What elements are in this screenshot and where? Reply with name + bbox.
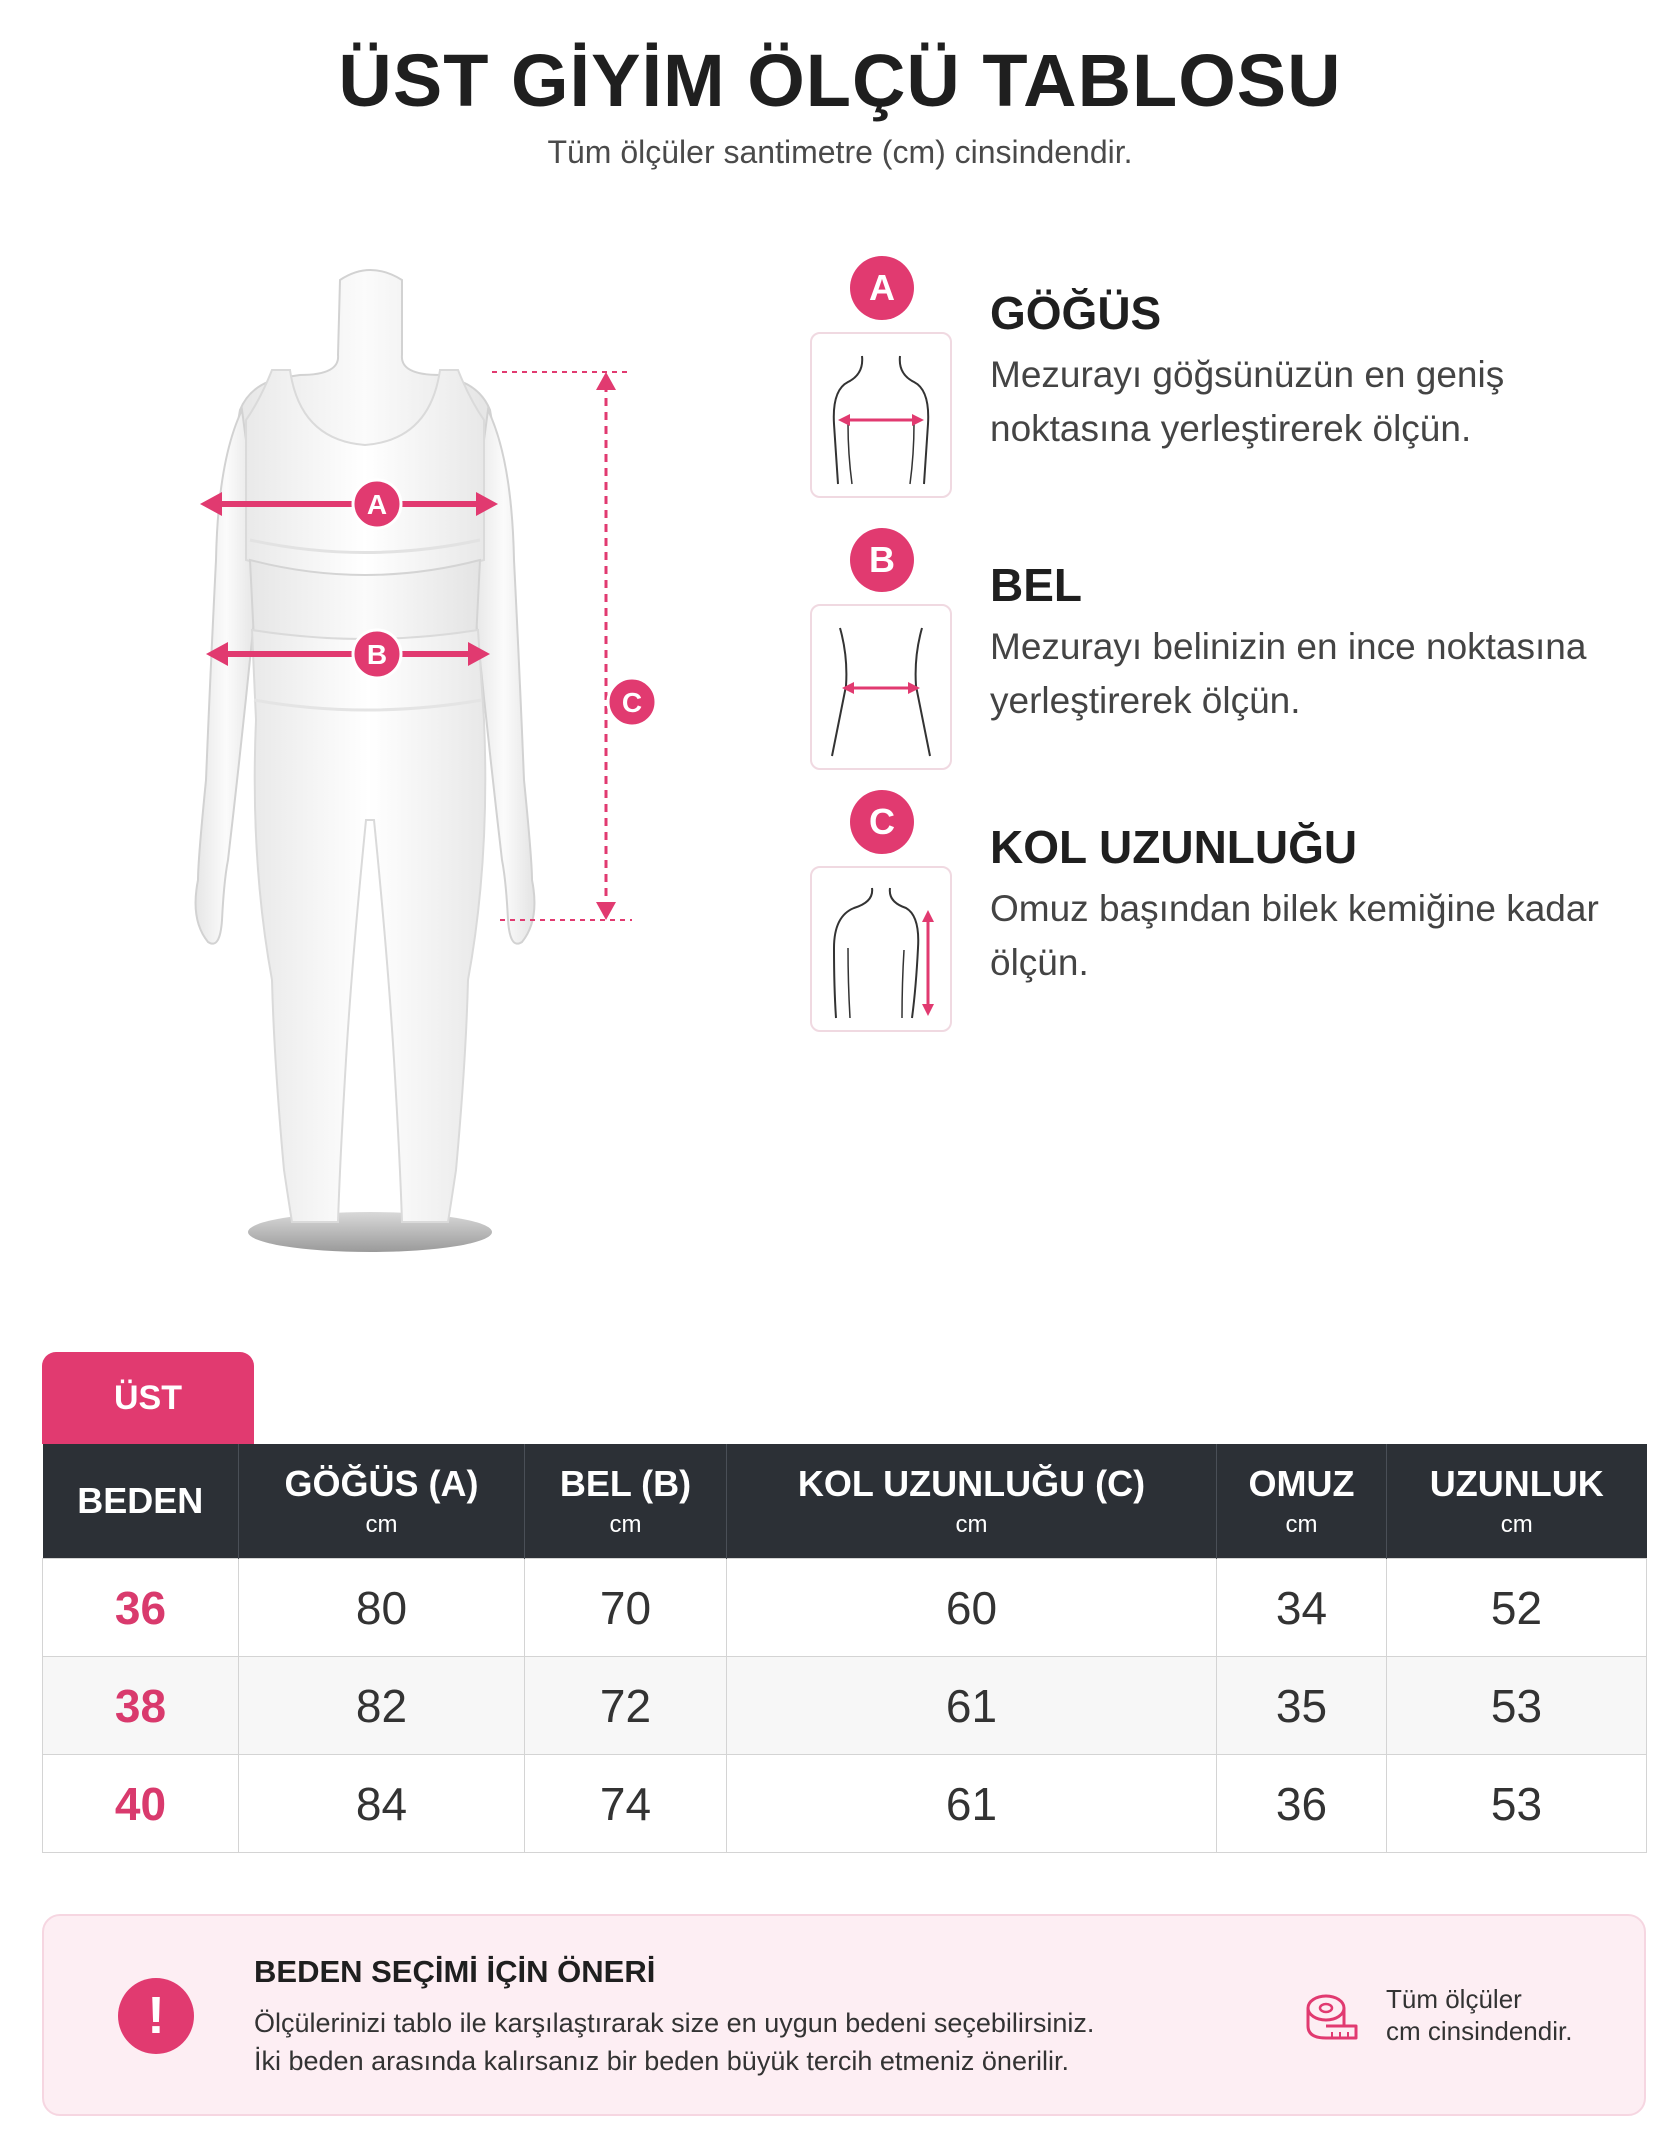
table-cell: 70 bbox=[525, 1559, 727, 1657]
size-advice-box bbox=[42, 1914, 1646, 2116]
legend-desc-chest: Mezurayı göğsünüzün en geniş noktasına yerleştirerek ölçün. bbox=[990, 354, 1505, 449]
column-unit: cm bbox=[1285, 1511, 1318, 1538]
alert-icon: ! bbox=[118, 1978, 194, 2054]
waist-measure-icon bbox=[810, 604, 952, 770]
legend-arm-length bbox=[810, 790, 1650, 1030]
table-cell: 74 bbox=[525, 1755, 727, 1853]
column-unit: cm bbox=[1500, 1511, 1533, 1538]
column-header-length: UZUNLUK cm bbox=[1387, 1444, 1647, 1559]
table-cell: 61 bbox=[727, 1657, 1217, 1755]
table-header-row bbox=[43, 1444, 1647, 1559]
page-title: ÜST GİYİM ÖLÇÜ TABLOSU bbox=[338, 39, 1342, 122]
marker-a: A bbox=[366, 489, 388, 520]
table-cell: 36 bbox=[1217, 1755, 1387, 1853]
measuring-tape-icon bbox=[1302, 1986, 1362, 2046]
legend-title-arm-length: KOL UZUNLUĞU bbox=[990, 821, 1358, 873]
table-row bbox=[43, 1657, 1647, 1755]
units-note-line-1: Tüm ölçüler bbox=[1386, 1984, 1522, 2014]
marker-b: B bbox=[366, 639, 388, 670]
table-cell: 60 bbox=[727, 1559, 1217, 1657]
size-cell: 40 bbox=[43, 1755, 239, 1853]
column-header-size: BEDEN bbox=[43, 1444, 239, 1559]
column-header-chest: GÖĞÜS (A) cm bbox=[239, 1444, 525, 1559]
legend-badge-b: B bbox=[850, 528, 914, 592]
table-cell: 53 bbox=[1387, 1755, 1647, 1853]
column-header-shoulder: OMUZ cm bbox=[1217, 1444, 1387, 1559]
legend-badge-c: C bbox=[850, 790, 914, 854]
size-table bbox=[42, 1444, 1647, 1853]
legend-title-waist: BEL bbox=[990, 559, 1082, 611]
table-cell: 80 bbox=[239, 1559, 525, 1657]
arm-length-icon bbox=[810, 866, 952, 1032]
page-subtitle: Tüm ölçüler santimetre (cm) cinsindendir. bbox=[547, 134, 1133, 170]
legend-waist bbox=[810, 528, 1650, 768]
column-unit: cm bbox=[955, 1511, 988, 1538]
table-cell: 34 bbox=[1217, 1559, 1387, 1657]
legend-desc-arm-length: Omuz başından bilek kemiğine kadar ölçün. bbox=[990, 888, 1599, 983]
column-unit: cm bbox=[609, 1511, 642, 1538]
tab-ust[interactable]: ÜST bbox=[42, 1352, 254, 1444]
size-cell: 36 bbox=[43, 1559, 239, 1657]
size-cell: 38 bbox=[43, 1657, 239, 1755]
legend-desc-waist: Mezurayı belinizin en ince noktasına yerleştirerek ölçün. bbox=[990, 626, 1587, 721]
mannequin-illustration bbox=[150, 260, 680, 1280]
advice-line-1: Ölçülerinizi tablo ile karşılaştırarak size en uygun bedeni seçebilirsiniz. bbox=[254, 2008, 1095, 2038]
table-cell: 52 bbox=[1387, 1559, 1647, 1657]
advice-title: BEDEN SEÇİMİ İÇİN ÖNERİ bbox=[254, 1954, 656, 1989]
table-cell: 35 bbox=[1217, 1657, 1387, 1755]
column-header-arm-length: KOL UZUNLUĞU (C) cm bbox=[727, 1444, 1217, 1559]
column-header-waist: BEL (B) cm bbox=[525, 1444, 727, 1559]
units-note-line-2: cm cinsindendir. bbox=[1386, 2016, 1573, 2046]
table-cell: 72 bbox=[525, 1657, 727, 1755]
table-cell: 82 bbox=[239, 1657, 525, 1755]
table-row bbox=[43, 1559, 1647, 1657]
legend-badge-a: A bbox=[850, 256, 914, 320]
marker-c: C bbox=[621, 687, 643, 718]
legend-chest bbox=[810, 256, 1650, 496]
chest-measure-icon bbox=[810, 332, 952, 498]
legend-title-chest: GÖĞÜS bbox=[990, 287, 1162, 339]
advice-line-2: İki beden arasında kalırsanız bir beden büyük tercih etmeniz önerilir. bbox=[254, 2046, 1069, 2076]
table-row bbox=[43, 1755, 1647, 1853]
column-unit: cm bbox=[365, 1511, 398, 1538]
table-cell: 61 bbox=[727, 1755, 1217, 1853]
table-cell: 53 bbox=[1387, 1657, 1647, 1755]
table-cell: 84 bbox=[239, 1755, 525, 1853]
